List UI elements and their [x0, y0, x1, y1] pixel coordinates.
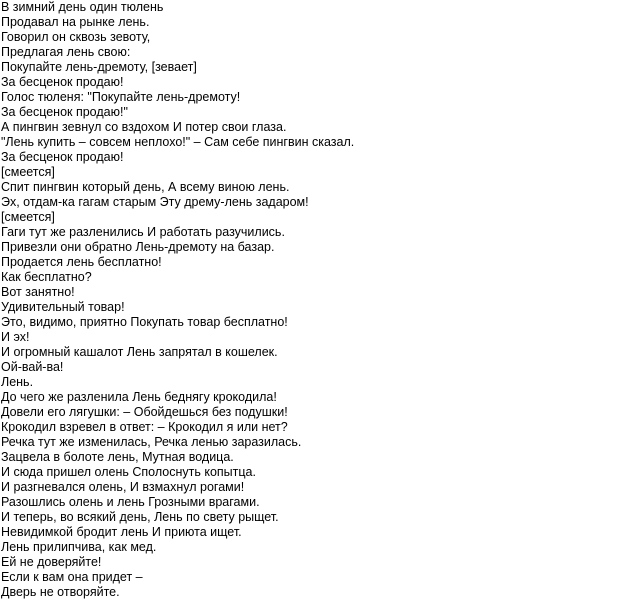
lyric-line: Гаги тут же разленились И работать разучились.: [1, 225, 285, 239]
lyric-line: Покупайте лень-дремоту, [зевает]: [1, 60, 197, 74]
lyric-line: За бесценок продаю!": [1, 105, 128, 119]
lyric-line: В зимний день один тюлень: [1, 0, 164, 14]
lyric-line: Продавал на рынке лень.: [1, 15, 150, 29]
lyric-line: [смеется]: [1, 165, 55, 179]
lyric-line: Зацвела в болоте лень, Мутная водица.: [1, 450, 234, 464]
lyric-line: Дверь не отворяйте.: [1, 585, 120, 599]
lyric-line: Крокодил взревел в ответ: – Крокодил я или нет?: [1, 420, 288, 434]
lyric-line: [смеется]: [1, 210, 55, 224]
lyric-line: И эх!: [1, 330, 30, 344]
lyric-line: И сюда пришел олень Сполоснуть копытца.: [1, 465, 256, 479]
lyric-line: До чего же разленила Лень беднягу крокодила!: [1, 390, 277, 404]
song-lyrics-text: [1, 0, 635, 600]
lyric-line: Эх, отдам-ка гагам старым Эту дрему-лень задаром!: [1, 195, 309, 209]
lyric-line: За бесценок продаю!: [1, 75, 124, 89]
lyric-line: И огромный кашалот Лень запрятал в кошелек.: [1, 345, 278, 359]
lyric-line: И разгневался олень, И взмахнул рогами!: [1, 480, 245, 494]
lyric-line: Вот занятно!: [1, 285, 75, 299]
lyric-line: Лень.: [1, 375, 34, 389]
lyric-line: Довели его лягушки: – Обойдешься без подушки!: [1, 405, 288, 419]
lyric-line: Это, видимо, приятно Покупать товар бесплатно!: [1, 315, 288, 329]
lyric-line: Продается лень бесплатно!: [1, 255, 162, 269]
lyric-line: Как бесплатно?: [1, 270, 92, 284]
lyric-line: Речка тут же изменилась, Речка ленью заразилась.: [1, 435, 302, 449]
lyric-line: И теперь, во всякий день, Лень по свету рыщет.: [1, 510, 279, 524]
lyric-line: Ой-вай-ва!: [1, 360, 64, 374]
lyric-line: Лень прилипчива, как мед.: [1, 540, 157, 554]
lyric-line: Разошлись олень и лень Грозными врагами.: [1, 495, 260, 509]
lyric-line: Предлагая лень свою:: [1, 45, 131, 59]
lyric-line: Если к вам она придет –: [1, 570, 143, 584]
lyric-line: Голос тюленя: "Покупайте лень-дремоту!: [1, 90, 241, 104]
lyric-line: Ей не доверяйте!: [1, 555, 102, 569]
lyric-line: Спит пингвин который день, А всему виною лень.: [1, 180, 290, 194]
lyric-line: Удивительный товар!: [1, 300, 125, 314]
lyric-line: Привезли они обратно Лень-дремоту на базар.: [1, 240, 275, 254]
lyric-line: "Лень купить – совсем неплохо!" – Сам себе пингвин сказал.: [1, 135, 355, 149]
lyric-line: А пингвин зевнул со вздохом И потер свои глаза.: [1, 120, 287, 134]
lyric-line: За бесценок продаю!: [1, 150, 124, 164]
lyric-line: Говорил он сквозь зевоту,: [1, 30, 151, 44]
lyric-line: Невидимкой бродит лень И приюта ищет.: [1, 525, 242, 539]
